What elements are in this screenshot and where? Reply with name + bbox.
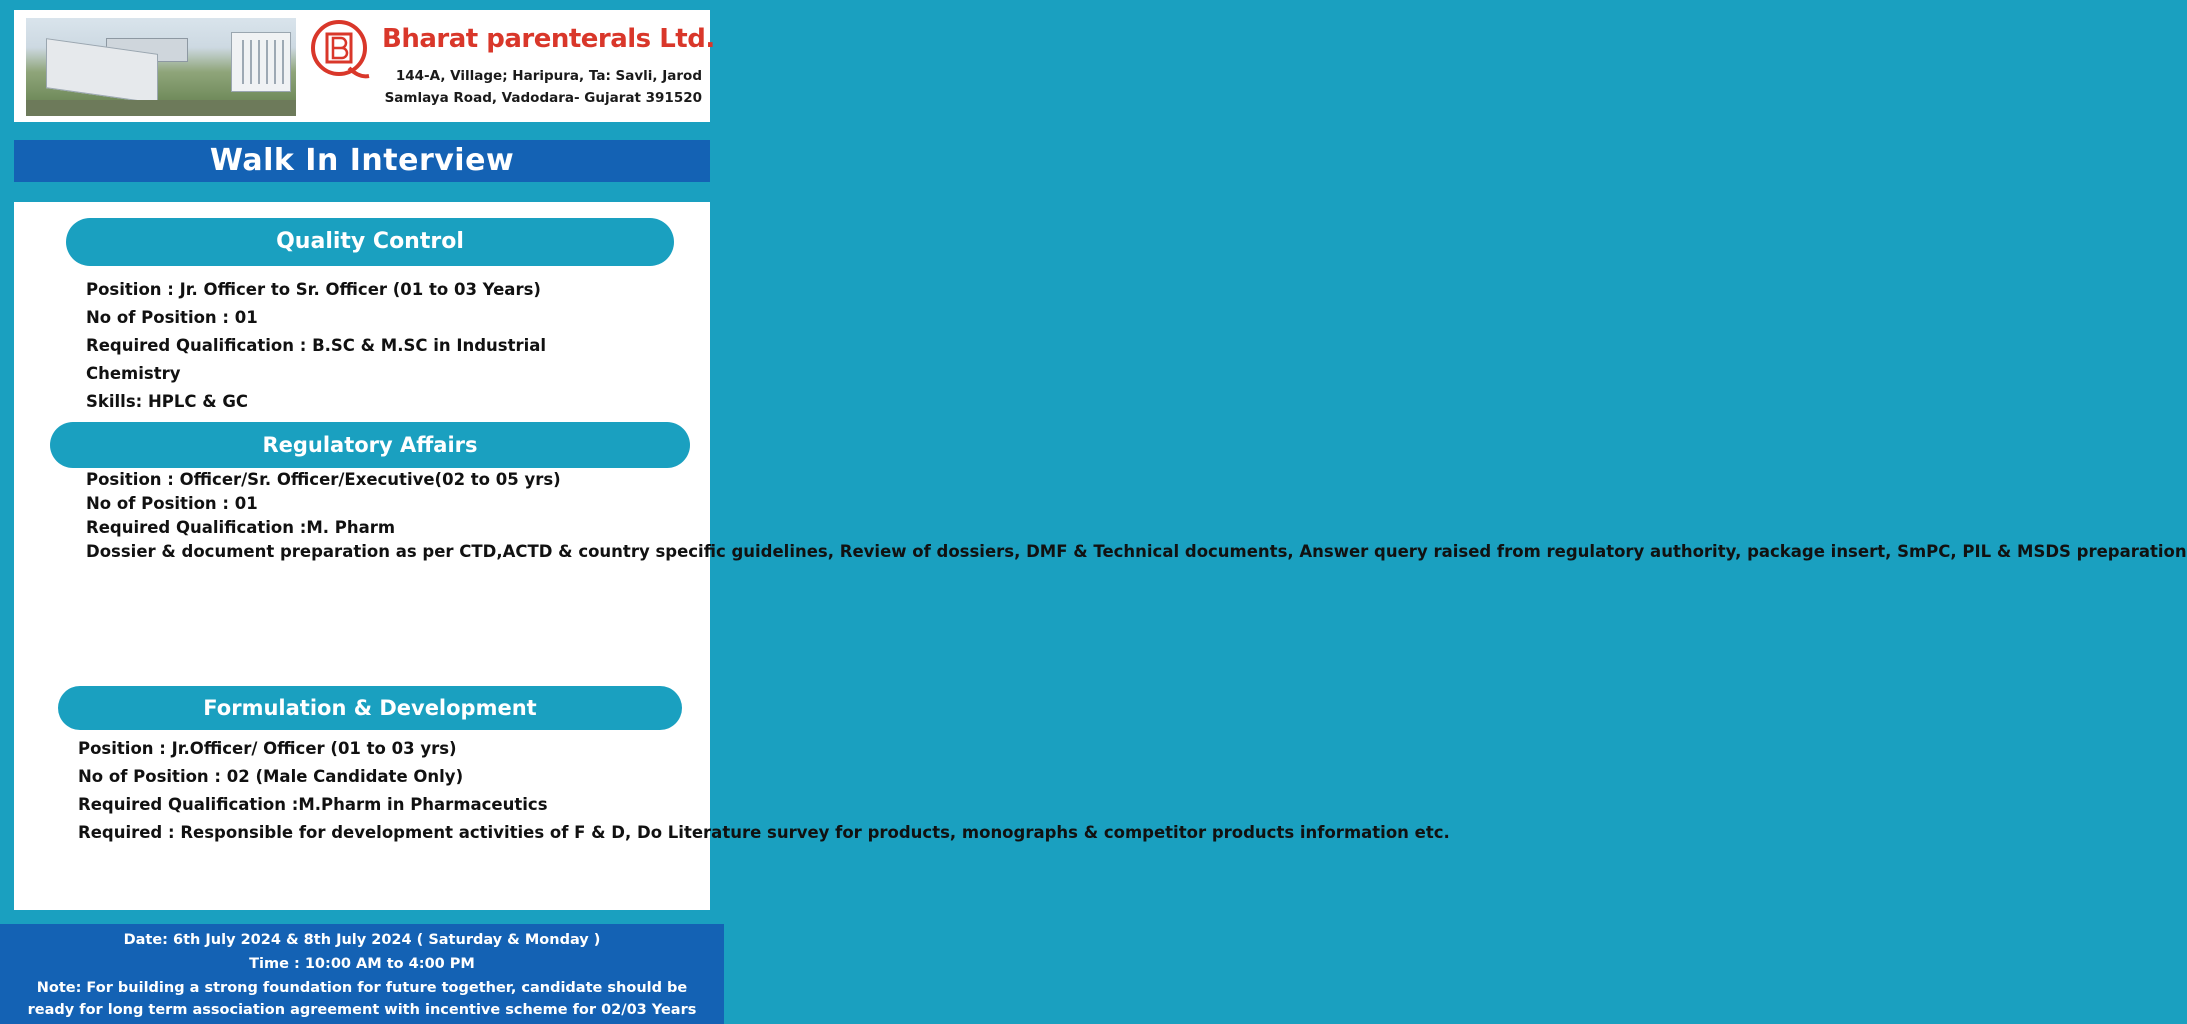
note-line-1: Note: For building a strong foundation for future together, candidate should be <box>36 980 688 996</box>
section-title-formulation-development: Formulation & Development <box>58 686 682 730</box>
interview-time: Time : 10:00 AM to 4:00 PM <box>249 956 475 972</box>
section-formulation-development <box>78 735 1450 847</box>
detail-line: No of Position : 01 <box>86 308 258 327</box>
address-line-1: 144-A, Village; Haripura, Ta: Savli, Jarod <box>395 68 702 84</box>
section-quality-control <box>86 276 646 416</box>
detail-line: Chemistry <box>86 364 181 383</box>
detail-line: Position : Jr.Officer/ Officer (01 to 03 yrs) <box>78 739 457 758</box>
detail-paragraph: Required : Responsible for development activities of F & D, Do Literature survey for products, monographs & competitor products information etc. <box>78 823 1450 842</box>
detail-line: Skills: HPLC & GC <box>86 392 249 411</box>
job-details-card <box>14 202 2187 910</box>
detail-line: Position : Officer/Sr. Officer/Executive(02 to 05 yrs) <box>86 470 561 489</box>
detail-line: Required Qualification :M. Pharm <box>86 518 396 537</box>
interview-date: Date: 6th July 2024 & 8th July 2024 ( Saturday & Monday ) <box>123 932 601 948</box>
note-line-2: ready for long term association agreement with incentive scheme for 02/03 Years <box>27 1002 697 1018</box>
detail-line: Position : Jr. Officer to Sr. Officer (01 to 03 Years) <box>86 280 541 299</box>
section-title-quality-control: Quality Control <box>66 218 674 266</box>
section-title-regulatory-affairs: Regulatory Affairs <box>50 422 690 468</box>
factory-photo <box>26 18 296 116</box>
detail-line: No of Position : 02 (Male Candidate Only) <box>78 767 464 786</box>
header <box>14 10 715 122</box>
detail-paragraph: Dossier & document preparation as per CTD,ACTD & country specific guidelines, Review of dossiers, DMF & Technical documents, Answer query raised from regulatory authority, package insert, SmPC, PIL & MSDS preparation <box>86 542 2187 561</box>
detail-line: No of Position : 01 <box>86 494 258 513</box>
company-name: Bharat parenterals Ltd. <box>382 24 715 54</box>
address-line-2: Samlaya Road, Vadodara- Gujarat 391520 <box>384 90 702 106</box>
company-logo-icon <box>309 18 371 80</box>
detail-line: Required Qualification : B.SC & M.SC in Industrial <box>86 336 547 355</box>
detail-line: Required Qualification :M.Pharm in Pharmaceutics <box>78 795 548 814</box>
section-regulatory-affairs <box>86 468 2187 564</box>
page-title: Walk In Interview <box>14 140 710 182</box>
footer <box>0 924 724 1024</box>
